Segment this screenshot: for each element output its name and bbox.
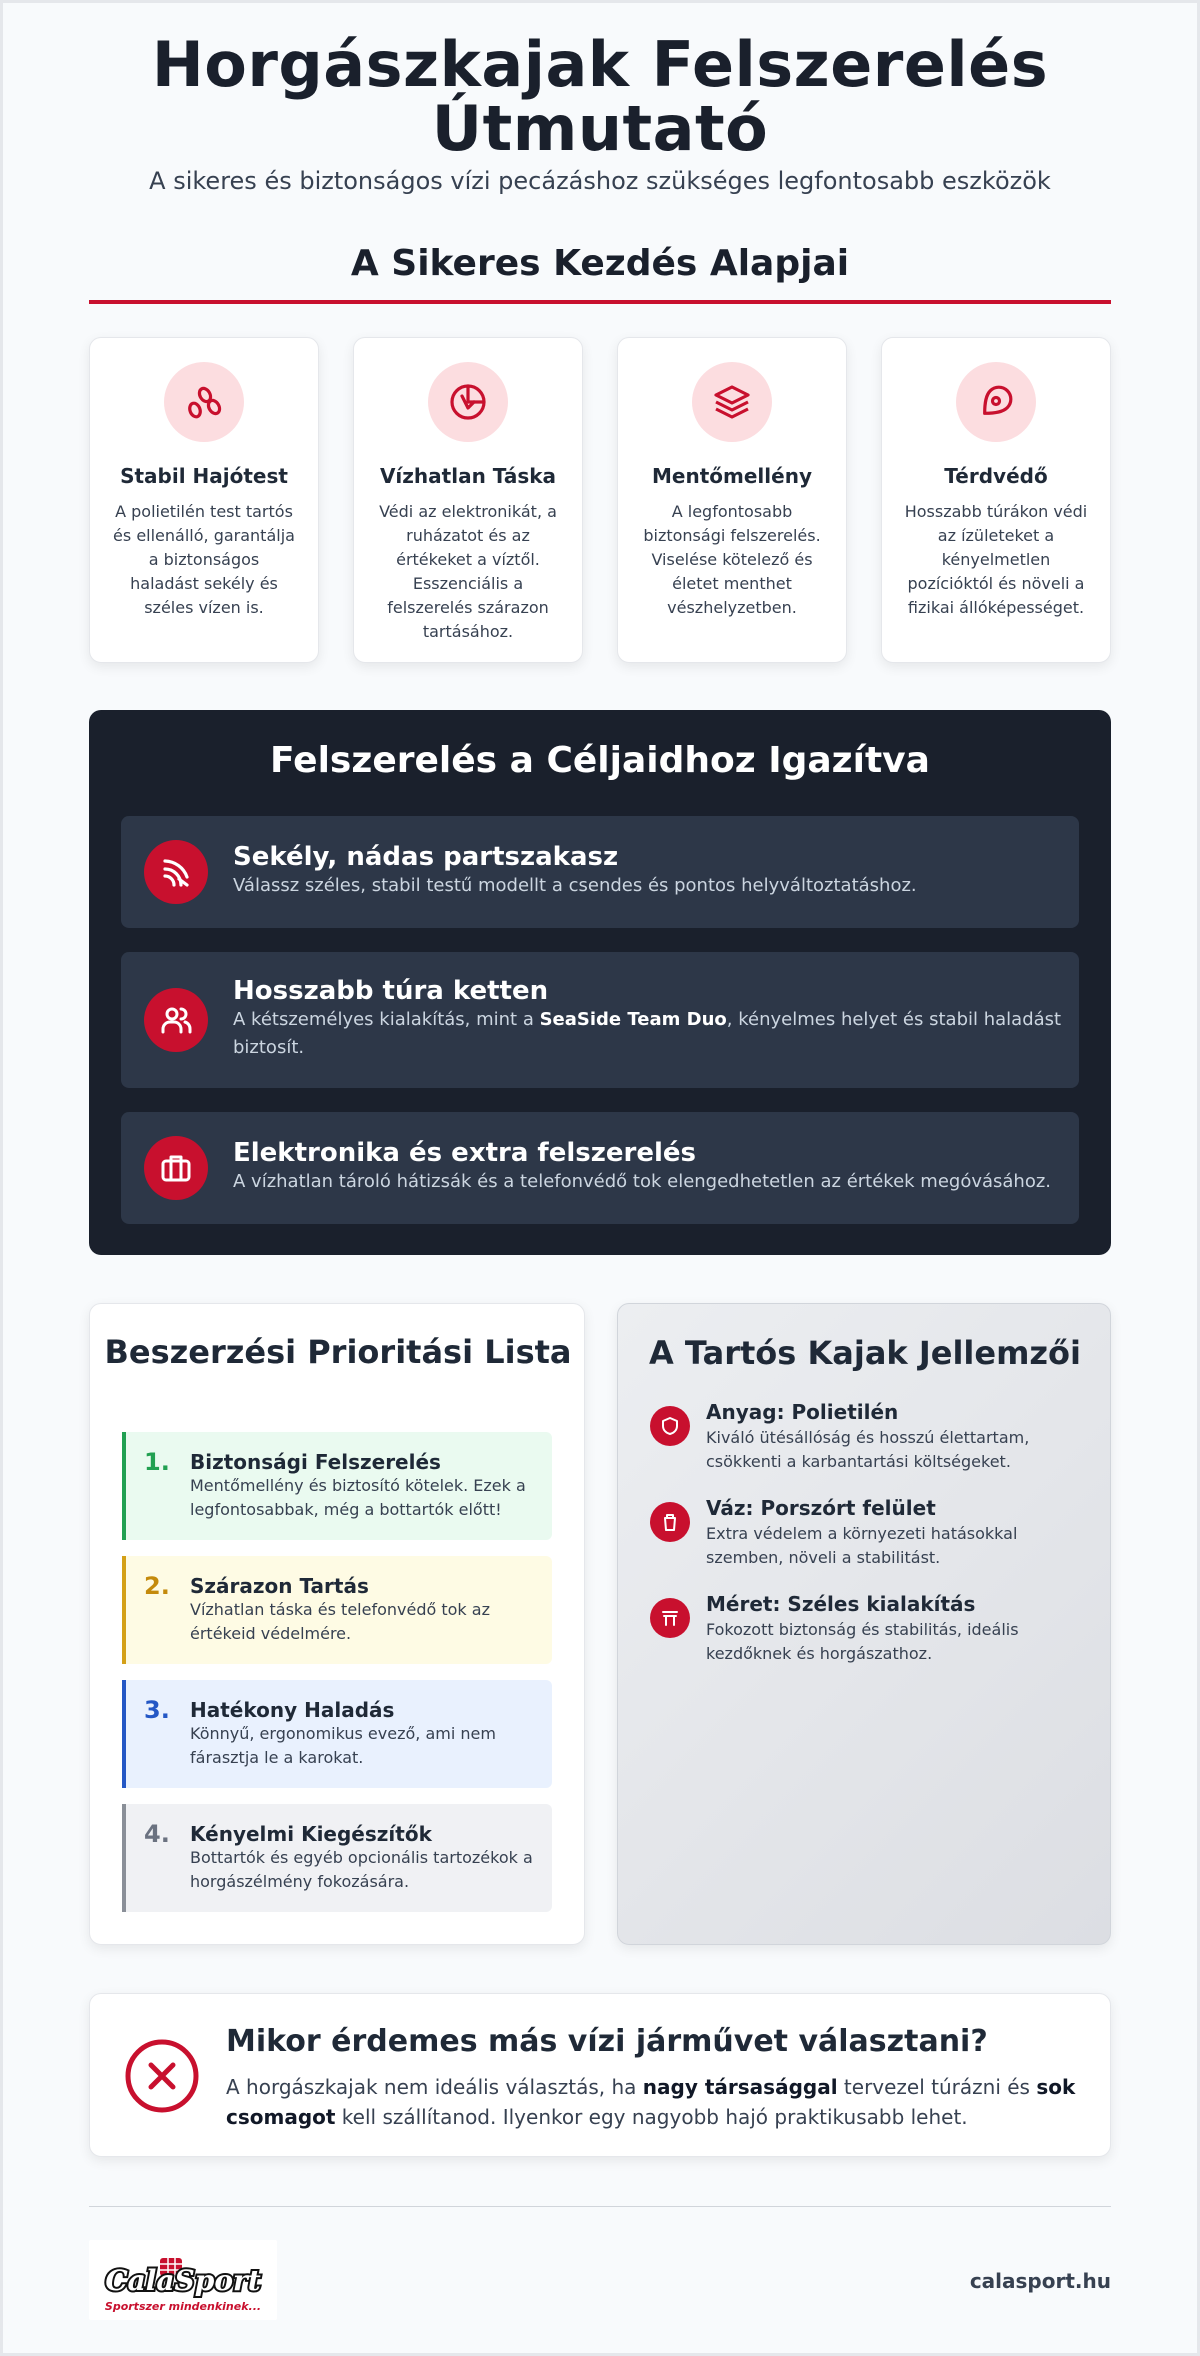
alternative-box [89, 1993, 1111, 2157]
priority-item-text: Könnyű, ergonomikus evező, ami nem fárasztja le a karokat. [190, 1724, 496, 1767]
shield-icon [650, 1406, 690, 1446]
priority-number: 1. [144, 1448, 170, 1476]
goal-text: A vízhatlan tároló hátizsák és a telefonvédő tok elengedhetetlen az értékek megóvásához. [233, 1171, 1052, 1192]
cart-icon [650, 1598, 690, 1638]
alternative-text-part: A horgászkajak nem ideális választás, ha [226, 2075, 643, 2099]
chain-links-icon [164, 362, 244, 442]
basics-divider [89, 300, 1111, 304]
goals-title: Felszerelés a Céljaidhoz Igazítva [270, 740, 930, 781]
page-title-text: Horgászkajak Felszerelés Útmutató [151, 28, 1049, 165]
basics-card-hull [89, 337, 319, 663]
waterproof-bag-icon [428, 362, 508, 442]
priority-item-text: Mentőmellény és biztosító kötelek. Ezek a legfontosabbak, még a bottartók előtt! [190, 1476, 526, 1519]
basics-card-bag [353, 337, 583, 663]
feature-text: Fokozott biztonság és stabilitás, ideális kezdőknek és horgászathoz. [706, 1620, 1019, 1663]
calasport-logo[interactable] [89, 2240, 277, 2320]
goals-section [89, 710, 1111, 1255]
priority-item-4 [122, 1804, 552, 1912]
footer-divider [89, 2206, 1111, 2207]
product-name: SeaSide Team Duo [539, 1009, 727, 1030]
priority-item-3 [122, 1680, 552, 1788]
page-subtitle: A sikeres és biztonságos vízi pecázáshoz szükséges legfontosabb eszközök [149, 167, 1051, 195]
priority-title: Beszerzési Prioritási Lista [104, 1333, 572, 1371]
card-text: A legfontosabb biztonsági felszerelés. Viselése kötelező és életet menthet vészhelyzetben. [643, 502, 821, 617]
location-pin-icon [956, 362, 1036, 442]
priority-number: 3. [144, 1696, 170, 1724]
briefcase-icon [144, 1136, 208, 1200]
alternative-highlight: nagy társasággal [642, 2075, 838, 2099]
goal-item-tour [121, 952, 1079, 1088]
goal-text [233, 1006, 1063, 1062]
feature-title: Váz: Porszórt felület [706, 1496, 936, 1520]
priority-number: 4. [144, 1820, 170, 1848]
alternative-title: Mikor érdemes más vízi járművet választani? [226, 2024, 988, 2059]
basics-title: A Sikeres Kezdés Alapjai [350, 243, 850, 284]
goal-item-shallow [121, 816, 1079, 928]
feature-text: Kiváló ütésállóság és hosszú élettartam, csökkenti a karbantartási költségeket. [706, 1428, 1030, 1471]
priority-item-title: Kényelmi Kiegészítők [190, 1822, 432, 1846]
priority-item-text: Bottartók és egyéb opcionális tartozékok a horgászélmény fokozására. [190, 1848, 533, 1891]
feature-text: Extra védelem a környezeti hatásokkal szemben, növeli a stabilitást. [706, 1524, 1018, 1567]
card-title: Vízhatlan Táska [379, 464, 557, 488]
page [3, 3, 1197, 2353]
goal-title: Hosszabb túra ketten [233, 976, 549, 1006]
card-title: Mentőmellény [652, 464, 812, 488]
close-circle-icon [124, 2038, 200, 2118]
goal-item-electronics [121, 1112, 1079, 1224]
signal-icon [144, 840, 208, 904]
feature-title: Anyag: Polietilén [706, 1400, 899, 1424]
basics-card-lifevest [617, 337, 847, 663]
users-icon [144, 988, 208, 1052]
card-text: Hosszabb túrákon védi az ízületeket a kényelmetlen pozícióktól és növeli a fizikai állóképességet. [904, 502, 1088, 617]
basics-card-kneepad [881, 337, 1111, 663]
priority-item-text: Vízhatlan táska és telefonvédő tok az értékeid védelmére. [190, 1600, 490, 1643]
logo-wordmark: CalaSport [105, 2264, 261, 2297]
priority-item-1 [122, 1432, 552, 1540]
features-title: A Tartós Kajak Jellemzői [649, 1334, 1081, 1372]
card-title: Stabil Hajótest [120, 464, 288, 488]
priority-item-2 [122, 1556, 552, 1664]
feature-title: Méret: Széles kialakítás [706, 1592, 976, 1616]
layers-icon [692, 362, 772, 442]
priority-item-title: Szárazon Tartás [190, 1574, 369, 1598]
site-link[interactable]: calasport.hu [969, 2269, 1111, 2293]
alternative-highlight: sok csomagot [226, 2075, 1076, 2129]
goal-title: Elektronika és extra felszerelés [233, 1138, 697, 1168]
bucket-icon [650, 1502, 690, 1542]
priority-list [89, 1303, 585, 1945]
goal-title: Sekély, nádas partszakasz [233, 842, 619, 872]
page-title [3, 28, 1197, 165]
alternative-text-part: tervezel túrázni és [837, 2075, 1037, 2099]
card-text: Védi az elektronikát, a ruházatot és az értékeket a víztől. Esszenciális a felszerelés szárazon tartásához. [379, 502, 557, 641]
goal-text: Válassz széles, stabil testű modellt a csendes és pontos helyváltoztatáshoz. [233, 875, 917, 896]
priority-number: 2. [144, 1572, 170, 1600]
alternative-text-part: kell szállítanod. Ilyenkor egy nagyobb hajó praktikusabb lehet. [335, 2105, 968, 2129]
goal-text-part: , kényelmes helyet és stabil haladást biztosít. [233, 1009, 1062, 1058]
features-panel [617, 1303, 1111, 1945]
priority-item-title: Biztonsági Felszerelés [190, 1450, 441, 1474]
goal-text-part: A kétszemélyes kialakítás, mint a [233, 1009, 540, 1030]
card-text: A polietilén test tartós és ellenálló, garantálja a biztonságos haladást sekély és széles vízen is. [113, 502, 295, 617]
alternative-text [226, 2072, 1086, 2132]
logo-tagline: Sportszer mindenkinek... [104, 2300, 262, 2313]
priority-item-title: Hatékony Haladás [190, 1698, 395, 1722]
card-title: Térdvédő [944, 464, 1048, 488]
